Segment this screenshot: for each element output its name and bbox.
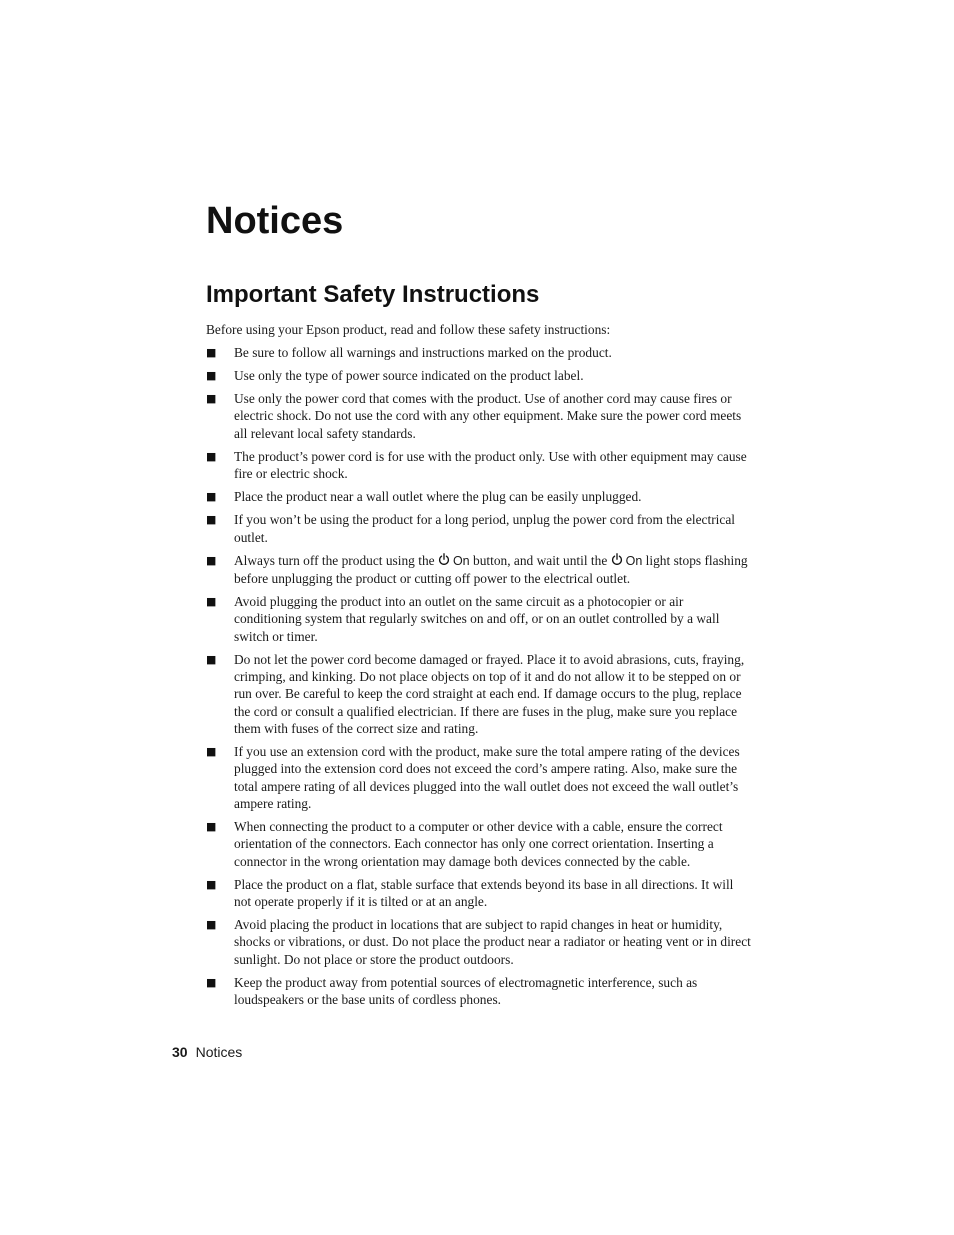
list-item [206, 488, 751, 505]
on-button-reference: On [438, 554, 470, 568]
bullet-icon: ■ [206, 975, 217, 989]
list-item [206, 552, 751, 588]
bullet-icon: ■ [206, 553, 217, 567]
list-item [206, 818, 751, 870]
bullet-icon: ■ [206, 392, 217, 406]
bullet-icon: ■ [206, 595, 217, 609]
list-item [206, 448, 751, 483]
on-light-reference: On [611, 554, 643, 568]
page-title: Notices [206, 200, 344, 242]
list-item [206, 974, 751, 1009]
bullet-icon: ■ [206, 877, 217, 891]
list-item-text: Always turn off the product using the On button, and wait until the On light stops flashing before unplugging the product or cutting off power to the electrical outlet. [234, 552, 748, 587]
bullet-icon: ■ [206, 820, 217, 834]
page-footer [172, 1042, 242, 1062]
bullet-icon: ■ [206, 369, 217, 383]
list-item-text: Use only the power cord that comes with the product. Use of another cord may cause fires or electric shock. Do not use the cord with any other equipment. Make sure the power cord meets all relevant local safety standards. [234, 391, 742, 441]
bullet-icon: ■ [206, 346, 217, 359]
bullet-icon: ■ [206, 652, 217, 666]
list-item [206, 916, 751, 968]
list-item-text: Place the product on a flat, stable surface that extends beyond its base in all directions. It will not operate properly if it is tilted or at an angle. [234, 876, 734, 910]
list-item-text: Use only the type of power source indicated on the product label. [234, 368, 584, 384]
list-item [206, 876, 751, 911]
list-item [206, 344, 751, 361]
list-item-text: Place the product near a wall outlet where the plug can be easily unplugged. [234, 489, 642, 505]
list-item-text: Avoid placing the product in locations that are subject to rapid changes in heat or humidity, shocks or vibrations, or dust. Do not place the product near a radiator or heating vent or in direct sunlight. Do not place or store the product outdoors. [234, 917, 751, 967]
bullet-icon: ■ [206, 745, 217, 759]
bullet-icon: ■ [206, 449, 217, 463]
bullet-icon: ■ [206, 918, 217, 932]
power-icon [611, 553, 623, 566]
list-item [206, 367, 751, 384]
page-number: 30 [172, 1044, 188, 1060]
bullet-icon: ■ [206, 513, 217, 527]
list-item-text: If you won’t be using the product for a long period, unplug the power cord from the electrical outlet. [234, 512, 736, 545]
list-item-text: Keep the product away from potential sources of electromagnetic interference, such as loudspeakers or the base units of cordless phones. [234, 974, 698, 1008]
intro-paragraph: Before using your Epson product, read and follow these safety instructions: [206, 322, 611, 337]
power-icon [438, 553, 450, 566]
list-item-text: Be sure to follow all warnings and instructions marked on the product. [234, 345, 612, 360]
list-item-text: When connecting the product to a computer or other device with a cable, ensure the correct orientation of the connectors. Each connector has only one correct orientation. Inserting a connector in the wrong orientation may damage both devices connected by the cable. [234, 819, 723, 869]
list-item [206, 511, 751, 546]
list-item-text: The product’s power cord is for use with the product only. Use with other equipment may cause fire or electric shock. [234, 448, 747, 482]
list-item-text: Do not let the power cord become damaged or frayed. Place it to avoid abrasions, cuts, fraying, crimping, and kinking. Do not place objects on top of it and do not allow it to be stepped on or run over. Be careful to keep the cord straight at each end. If damage occurs to the plug, replace the cord or consult a qualified electrician. If there are fuses in the plug, make sure you replace them with fuses of the correct size and rating. [234, 651, 745, 737]
list-item [206, 390, 751, 442]
list-item-text: Avoid plugging the product into an outlet on the same circuit as a photocopier or air conditioning system that regularly switches on and off, or on an outlet controlled by a wall switch or timer. [234, 594, 720, 644]
safety-instructions-list [206, 344, 751, 1014]
bullet-icon: ■ [206, 490, 217, 504]
section-title: Important Safety Instructions [206, 281, 540, 308]
list-item [206, 593, 751, 645]
list-item-text: If you use an extension cord with the product, make sure the total ampere rating of the devices plugged into the extension cord does not exceed the cord’s ampere rating. Also, make sure the total ampere rating of all devices plugged into the wall outlet does not exceed the wall outlet’s ampere rating. [234, 744, 740, 811]
list-item [206, 651, 751, 737]
list-item [206, 743, 751, 812]
footer-section-label: Notices [195, 1044, 243, 1060]
